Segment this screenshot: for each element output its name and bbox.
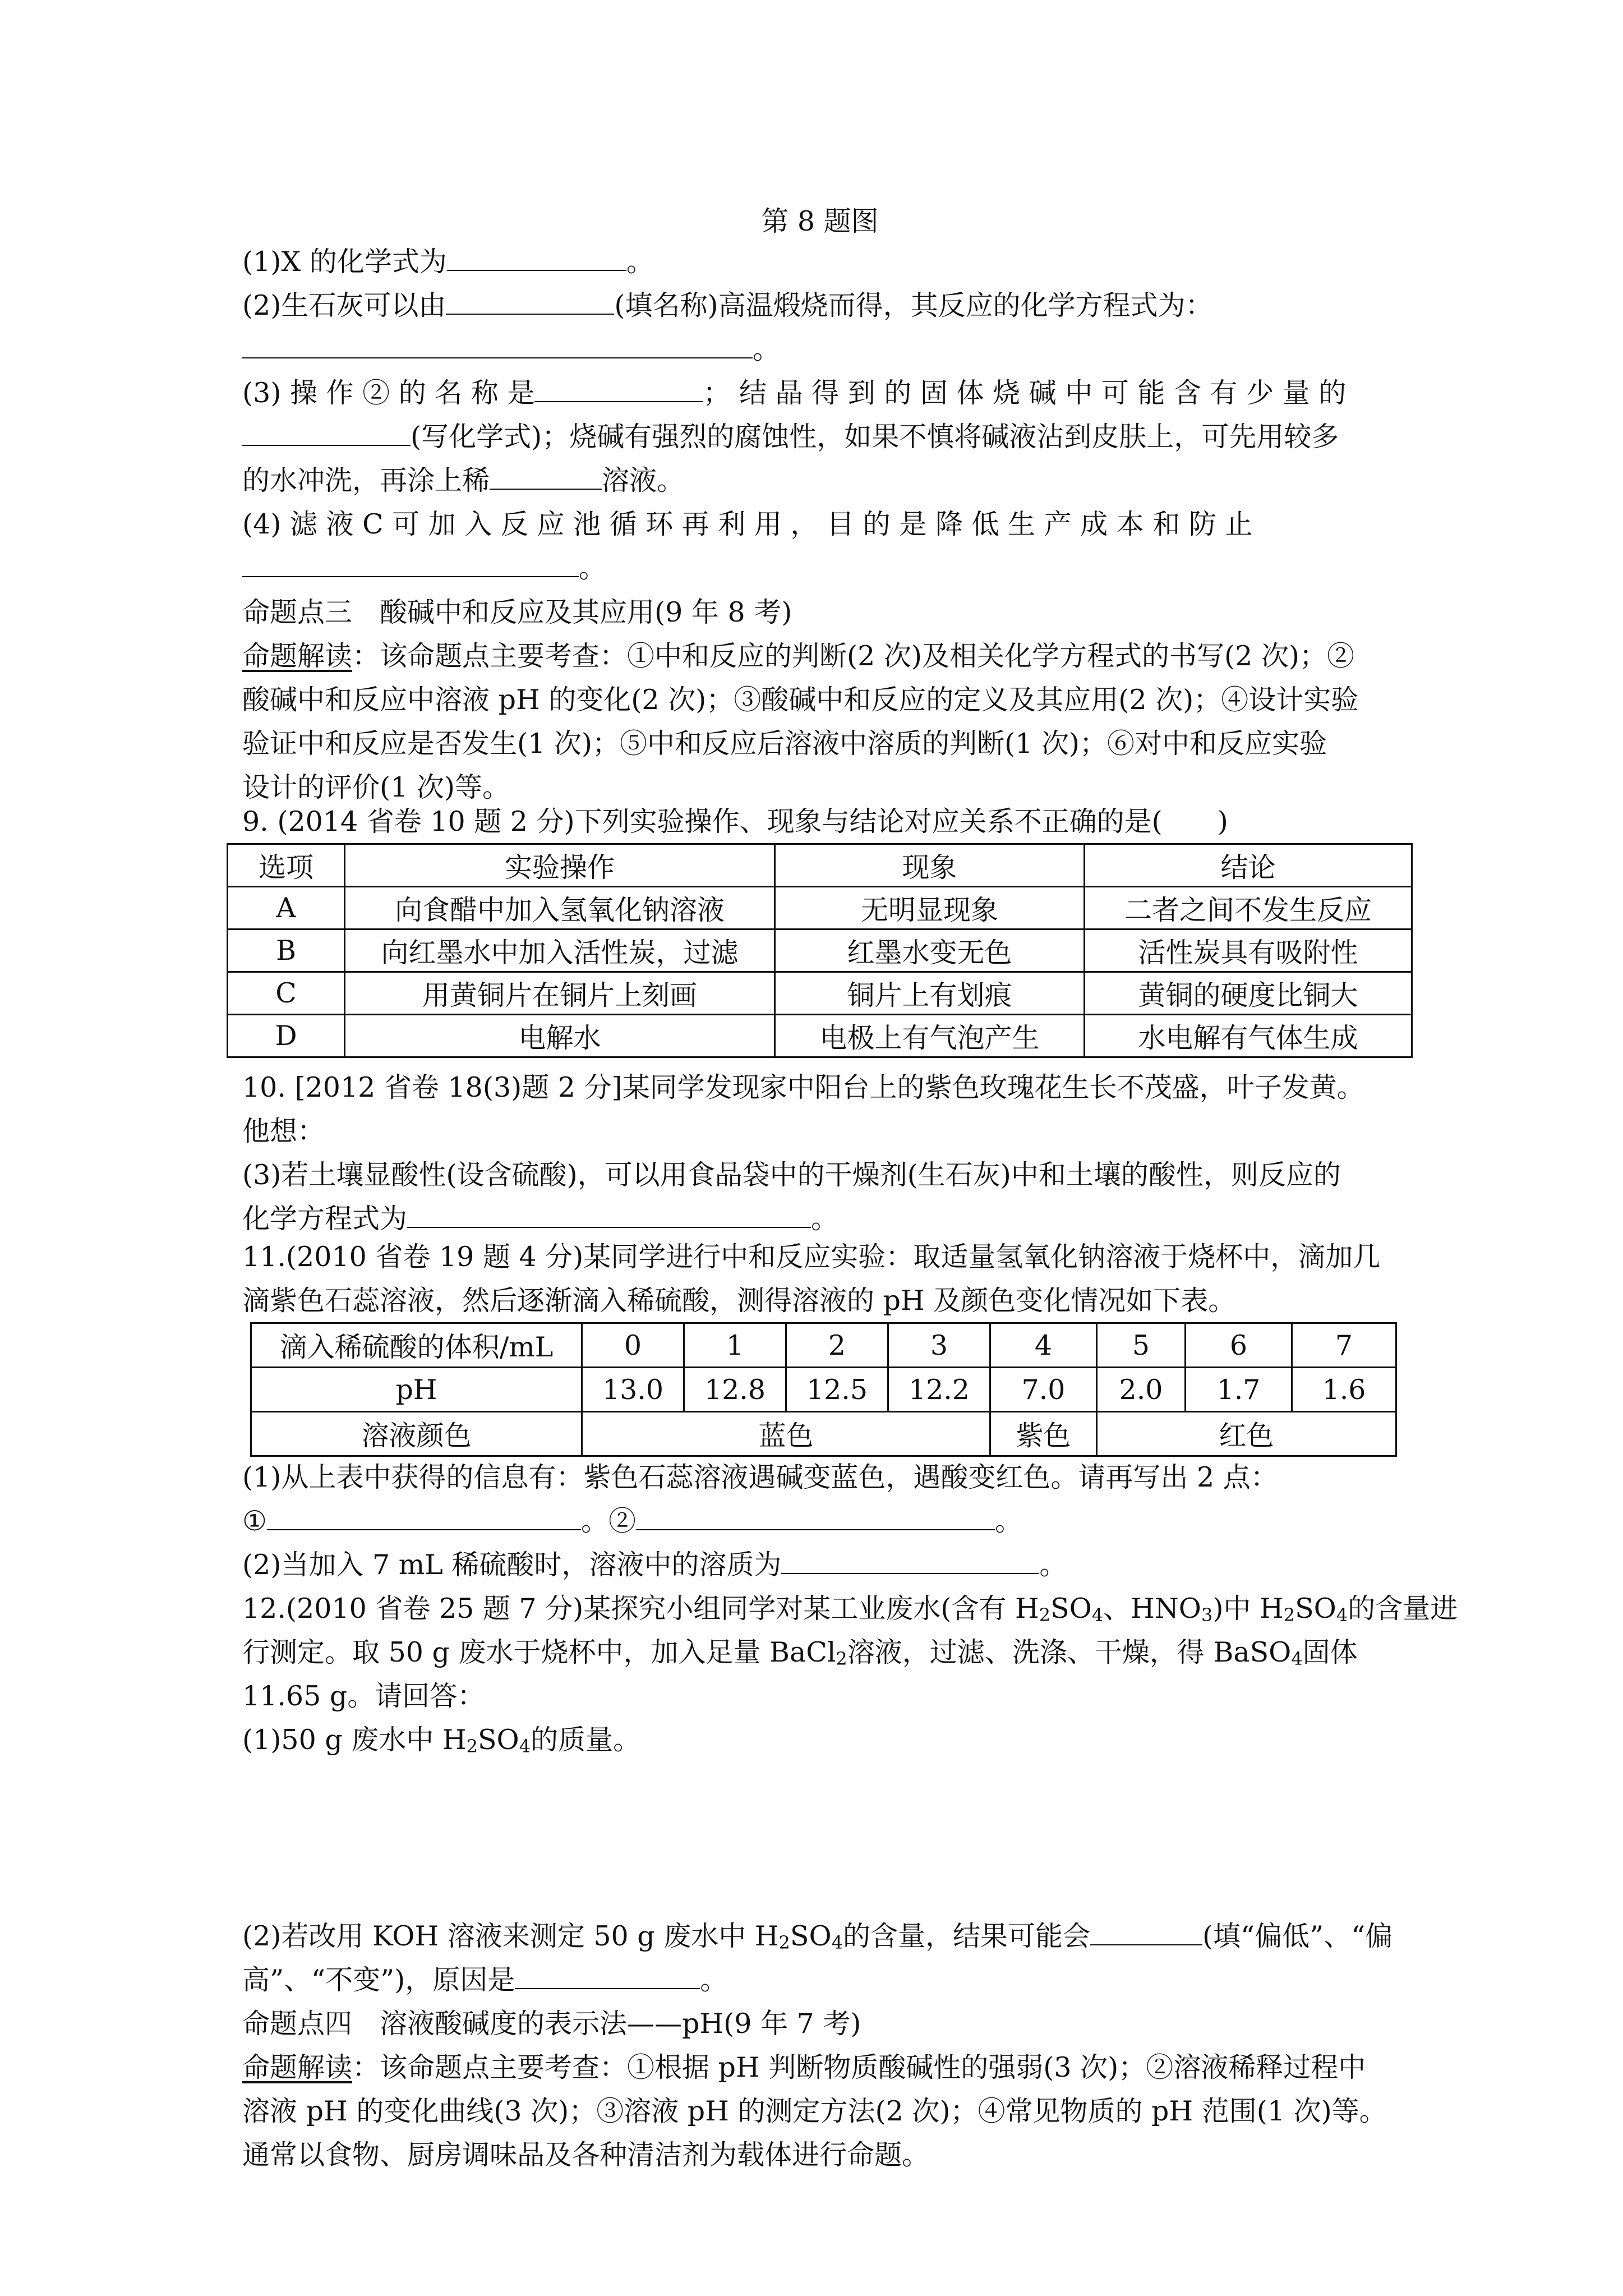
- q8-part1: (1)X 的化学式为 。: [242, 240, 1398, 284]
- section3-interp-line4: 设计的评价(1 次)等。: [242, 771, 510, 803]
- table-cell: 蓝色: [582, 1412, 990, 1456]
- row-label: pH: [251, 1368, 582, 1412]
- table-row: [228, 930, 1412, 972]
- answer-blank: [242, 416, 411, 446]
- table-cell: D: [228, 1015, 345, 1057]
- answer-blank: [636, 1500, 995, 1530]
- section4-interp-line3: 通常以食物、厨房调味品及各种清洁剂为载体进行命题。: [242, 2139, 930, 2171]
- table-cell: 4: [990, 1323, 1097, 1368]
- answer-blank: [515, 1959, 700, 1989]
- q12-line2: 行测定。取 50 g 废水于烧杯中，加入足量 BaCl$_2$溶液，过滤、洗涤、干燥，得 BaSO$_4$固体: [242, 1636, 1358, 1669]
- answer-blank: [407, 1198, 811, 1228]
- q8-part3-cont2: 的水冲洗，再涂上稀 溶液。: [242, 459, 1398, 503]
- table-row: [251, 1412, 1396, 1456]
- section4-interp-line1: 命题解读：该命题点主要考查：①根据 pH 判断物质酸碱性的强弱(3 次)；②溶液稀释过程中: [242, 2051, 1366, 2083]
- q12-line1: 12.(2010 省卷 25 题 7 分)某探究小组同学对某工业废水(含有 $H_2SO_4$、$HNO_3$)中 $H_2SO_4$的含量进: [242, 1593, 1458, 1626]
- table-cell: 黄铜的硬度比铜大: [1085, 972, 1412, 1015]
- q9-stem: 9. (2014 省卷 10 题 2 分)下列实验操作、现象与结论对应关系不正确的是( ): [242, 806, 1228, 838]
- section4-interp-line2: 溶液 pH 的变化曲线(3 次)；③溶液 pH 的测定方法(2 次)；④常见物质的 pH 范围(1 次)等。: [242, 2095, 1387, 2127]
- table-cell: 向红墨水中加入活性炭，过滤: [345, 930, 775, 972]
- table-cell: 7.0: [990, 1368, 1097, 1412]
- section3-interp-line2: 酸碱中和反应中溶液 pH 的变化(2 次)；③酸碱中和反应的定义及其应用(2 次)；④设计实验: [242, 684, 1359, 716]
- table-cell: 13.0: [582, 1368, 684, 1412]
- table-header-cell: 现象: [775, 844, 1085, 887]
- q10-line3: (3)若土壤显酸性(设含硫酸)，可以用食品袋中的干燥剂(生石灰)中和土壤的酸性，则反应的: [242, 1159, 1341, 1191]
- table-cell: 活性炭具有吸附性: [1085, 930, 1412, 972]
- table-cell: 12.8: [684, 1368, 786, 1412]
- table-cell: 铜片上有划痕: [775, 972, 1085, 1015]
- q12-line3: 11.65 g。请回答：: [242, 1680, 485, 1712]
- answer-blank: [1090, 1915, 1202, 1945]
- section3-interp-line3: 验证中和反应是否发生(1 次)；⑤中和反应后溶液中溶质的判断(1 次)；⑥对中和反应实验: [242, 728, 1327, 760]
- table-cell: 用黄铜片在铜片上刻画: [345, 972, 775, 1015]
- q12-part1: (1)50 g 废水中 $H_2SO_4$的质量。: [242, 1724, 641, 1757]
- table-cell: 紫色: [990, 1412, 1097, 1456]
- table-row: [228, 972, 1412, 1015]
- row-label: 滴入稀硫酸的体积/mL: [251, 1323, 582, 1368]
- row-label: 溶液颜色: [251, 1412, 582, 1456]
- table-cell: 向食醋中加入氢氧化钠溶液: [345, 887, 775, 930]
- answer-blank: [242, 328, 753, 358]
- q8-part2: (2)生石灰可以由 (填名称)高温煅烧而得，其反应的化学方程式为：: [242, 284, 1398, 328]
- q8-part3-cont: (写化学式)；烧碱有强烈的腐蚀性，如果不慎将碱液沾到皮肤上，可先用较多: [242, 415, 1398, 459]
- answer-blank: [446, 284, 614, 315]
- q10-line1: 10. [2012 省卷 18(3)题 2 分]某同学发现家中阳台上的紫色玫瑰花生长不茂盛，叶子发黄。: [242, 1071, 1364, 1103]
- figure-caption: 第 8 题图: [761, 205, 879, 237]
- table-cell: 7: [1292, 1323, 1396, 1368]
- q11-line2: 滴紫色石蕊溶液，然后逐渐滴入稀硫酸，测得溶液的 pH 及颜色变化情况如下表。: [242, 1285, 1236, 1317]
- answer-blank: [490, 459, 602, 490]
- table-cell: 12.2: [888, 1368, 990, 1412]
- table-cell: 水电解有气体生成: [1085, 1015, 1412, 1057]
- answer-blank: [267, 1500, 581, 1530]
- table-row: [228, 1015, 1412, 1057]
- table-cell: 12.5: [786, 1368, 888, 1412]
- answer-blank: [534, 372, 703, 402]
- table-cell: C: [228, 972, 345, 1015]
- table-cell: B: [228, 930, 345, 972]
- answer-blank: [447, 241, 626, 271]
- q8-part4: (4) 滤 液 C 可 加 入 反 应 池 循 环 再 利 用 ， 目 的 是 降 低 生 产 成 本 和 防 止: [242, 508, 1253, 540]
- answer-blank: [781, 1544, 1039, 1574]
- q11-ph-table: [250, 1322, 1397, 1457]
- q11-line1: 11.(2010 省卷 19 题 4 分)某同学进行中和反应实验：取适量氢氧化钠溶液于烧杯中，滴加几: [242, 1241, 1381, 1273]
- q9-options-table: [227, 843, 1413, 1058]
- q11-part1: (1)从上表中获得的信息有：紫色石蕊溶液遇碱变蓝色，遇酸变红色。请再写出 2 点：: [242, 1461, 1278, 1493]
- table-cell: 二者之间不发生反应: [1085, 887, 1412, 930]
- table-cell: 2.0: [1097, 1368, 1186, 1412]
- table-cell: 1.6: [1292, 1368, 1396, 1412]
- table-header-cell: 实验操作: [345, 844, 775, 887]
- table-cell: A: [228, 887, 345, 930]
- table-header-row: [228, 844, 1412, 887]
- answer-blank: [242, 547, 579, 577]
- table-cell: 1: [684, 1323, 786, 1368]
- table-cell: 6: [1186, 1323, 1292, 1368]
- table-header-cell: 选项: [228, 844, 345, 887]
- table-cell: 红色: [1097, 1412, 1396, 1456]
- q10-line4: 化学方程式为 。: [242, 1197, 1398, 1241]
- section3-interp-line1: 命题解读：该命题点主要考查：①中和反应的判断(2 次)及相关化学方程式的书写(2 次)；②: [242, 640, 1354, 672]
- q8-part4-cont: 。: [242, 546, 1398, 590]
- table-row: [251, 1368, 1396, 1412]
- q8-part3: (3) 操 作 ② 的 名 称 是 ； 结 晶 得 到 的 固 体 烧 碱 中 可 能 含 有 少 量 的: [242, 371, 1398, 415]
- section4-heading: 命题点四 溶液酸碱度的表示法——pH(9 年 7 考): [242, 2008, 861, 2040]
- table-cell: 0: [582, 1323, 684, 1368]
- table-cell: 红墨水变无色: [775, 930, 1085, 972]
- table-cell: 1.7: [1186, 1368, 1292, 1412]
- q8-part2-cont: 。: [242, 328, 1398, 371]
- table-row: [228, 887, 1412, 930]
- section3-heading: 命题点三 酸碱中和反应及其应用(9 年 8 考): [242, 596, 792, 628]
- table-cell: 无明显现象: [775, 887, 1085, 930]
- q11-part2: (2)当加入 7 mL 稀硫酸时，溶液中的溶质为 。: [242, 1543, 1398, 1587]
- q11-part1-answers: ① 。② 。: [242, 1499, 1398, 1543]
- table-cell: 5: [1097, 1323, 1186, 1368]
- table-cell: 2: [786, 1323, 888, 1368]
- q12-part2-cont: 高”、“不变”)，原因是 。: [242, 1958, 1398, 2002]
- table-row: [251, 1323, 1396, 1368]
- table-cell: 电极上有气泡产生: [775, 1015, 1085, 1057]
- q12-part2: (2)若改用 KOH 溶液来测定 50 g 废水中 $H_2SO_4$的含量，结果可能会 (填“偏低”、“偏: [242, 1915, 1398, 1958]
- table-header-cell: 结论: [1085, 844, 1412, 887]
- table-cell: 电解水: [345, 1015, 775, 1057]
- q10-line2: 他想：: [242, 1115, 325, 1147]
- table-cell: 3: [888, 1323, 990, 1368]
